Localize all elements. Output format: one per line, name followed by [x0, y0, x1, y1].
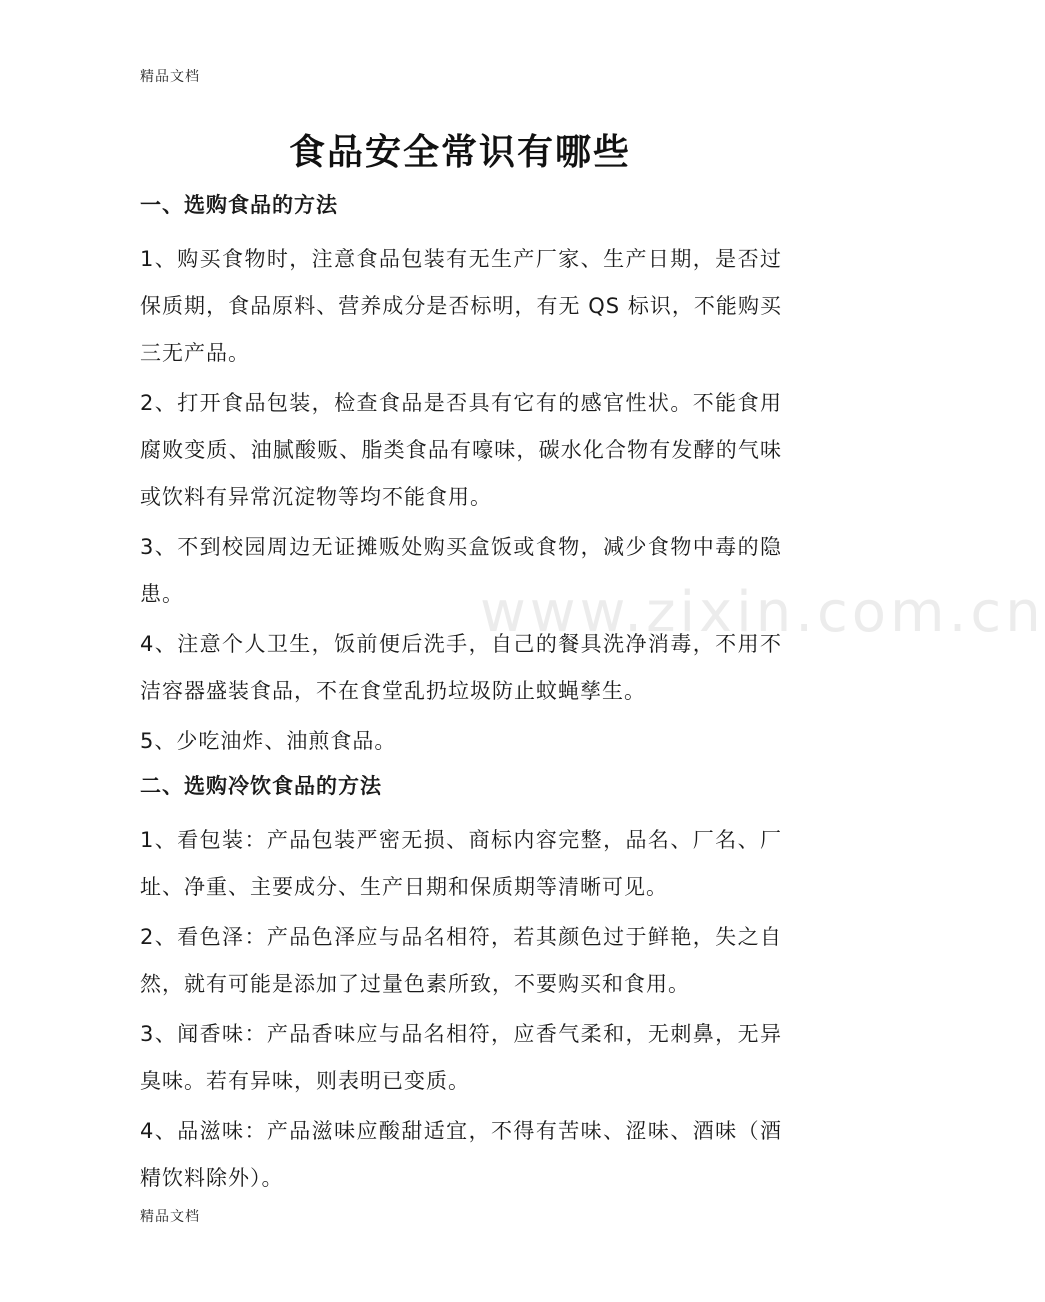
section-1-item-1: 1、购买食物时，注意食品包装有无生产厂家、生产日期，是否过保质期，食品原料、营养成分是否标明，有无 QS 标识，不能购买三无产品。 [140, 247, 782, 365]
page-title: 食品安全常识有哪些 [288, 132, 631, 173]
section-1-item-2: 2、打开食品包装，检查食品是否具有它有的感官性状。不能食用腐败变质、油腻酸贩、脂类食品有嚎味，碳水化合物有发酵的气味或饮料有异常沉淀物等均不能食用。 [140, 391, 782, 509]
document-body [140, 190, 782, 1205]
section-1-item-5: 5、少吃油炸、油煎食品。 [140, 729, 397, 753]
section-2-item-3: 3、闻香味：产品香味应与品名相符，应香气柔和，无刺鼻，无异臭味。若有异味，则表明已变质。 [140, 1022, 782, 1093]
section-2-item-2: 2、看色泽：产品色泽应与品名相符，若其颜色过于鲜艳，失之自然，就有可能是添加了过量色素所致，不要购买和食用。 [140, 925, 782, 996]
section-1-item-3: 3、不到校园周边无证摊贩处购买盒饭或食物，减少食物中毒的隐患。 [140, 535, 782, 606]
section-2-item-1: 1、看包装：产品包装严密无损、商标内容完整，品名、厂名、厂址、净重、主要成分、生产日期和保质期等清晰可见。 [140, 828, 782, 899]
section-heading-1: 一、选购食品的方法 [140, 193, 338, 217]
section-heading-2: 二、选购冷饮食品的方法 [140, 774, 382, 798]
header-mark: 精品文档 [140, 69, 200, 85]
section-2-item-4: 4、品滋味：产品滋味应酸甜适宜，不得有苦味、涩味、酒味（酒精饮料除外）。 [140, 1119, 782, 1190]
watermark: www.zixin.com.cn [480, 580, 1045, 645]
footer-mark: 精品文档 [140, 1209, 200, 1225]
section-1-item-4: 4、注意个人卫生，饭前便后洗手，自己的餐具洗净消毒，不用不洁容器盛装食品，不在食堂乱扔垃圾防止蚊蝇孳生。 [140, 632, 782, 703]
